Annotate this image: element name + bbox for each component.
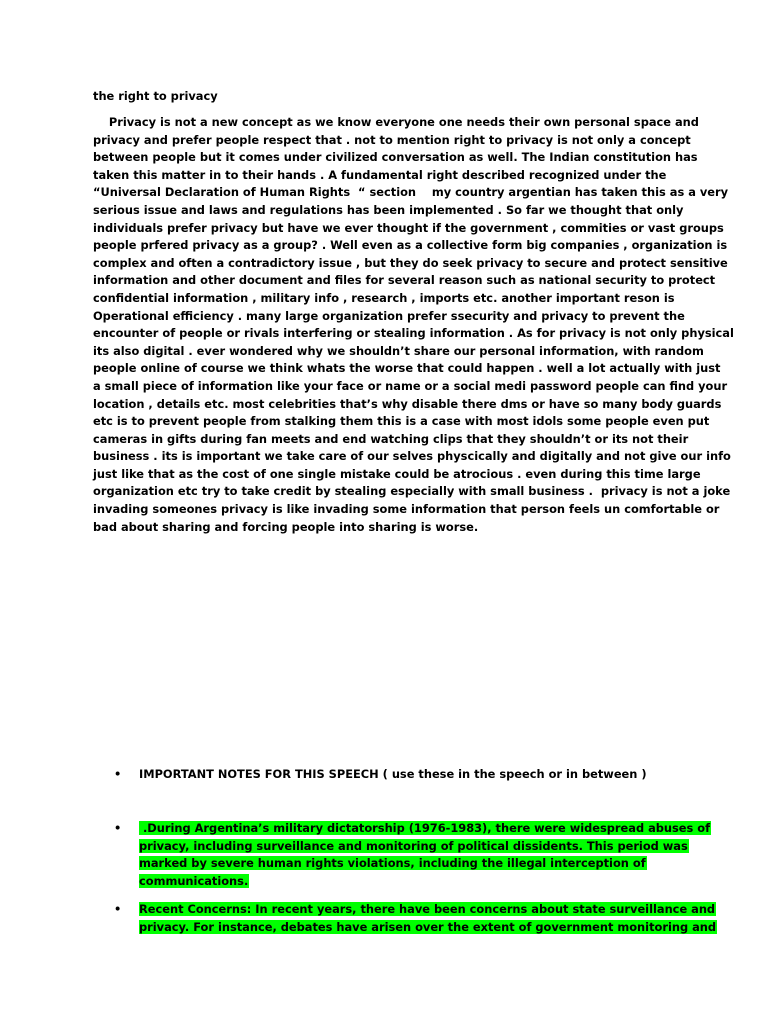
body-line: taken this matter in to their hands . A fundamental right described recognized under the xyxy=(93,167,667,182)
body-line: information and other document and files for several reason such as national security to protect xyxy=(93,273,716,288)
highlighted-line: Recent Concerns: In recent years, there have been concerns about state surveillance and xyxy=(139,902,716,916)
body-line: encounter of people or rivals interfering or stealing information . As for privacy is not only physical xyxy=(93,326,734,341)
body-line: just like that as the cost of one single mistake could be atrocious . even during this time large xyxy=(93,466,701,481)
body-line: people online of course we think whats the worse that could happen . well a lot actually with just xyxy=(93,361,721,376)
bullet-icon: • xyxy=(114,767,122,781)
highlighted-line: .During Argentina’s military dictatorship (1976-1983), there were widespread abuses of xyxy=(139,821,711,835)
body-line: etc is to prevent people from stalking them this is a case with most idols some people even put xyxy=(93,414,710,429)
body-line: confidential information , military info , research , imports etc. another important reson is xyxy=(93,290,675,305)
notes-heading-text: IMPORTANT NOTES FOR THIS SPEECH ( use these in the speech or in between ) xyxy=(139,767,647,781)
body-line: a small piece of information like your face or name or a social medi password people can find your xyxy=(93,378,728,393)
bullet-icon: • xyxy=(114,902,122,916)
body-line: people prfered privacy as a group? . Well even as a collective form big companies , organization is xyxy=(93,238,728,253)
bullet-icon: • xyxy=(114,821,122,835)
body-line: location , details etc. most celebrities that’s why disable there dms or have so many body guards xyxy=(93,396,722,411)
highlighted-line: marked by severe human rights violations, including the illegal interception of xyxy=(139,856,646,871)
body-line: serious issue and laws and regulations has been implemented . So far we thought that only xyxy=(93,202,684,217)
body-line: “Universal Declaration of Human Rights “ section my country argentian has taken this as a very xyxy=(93,185,729,200)
document-title: the right to privacy xyxy=(93,89,218,103)
highlighted-line: communications. xyxy=(139,873,249,888)
note-text xyxy=(139,820,711,890)
body-line: complex and often a contradictory issue , but they do seek privacy to secure and protect sensitive xyxy=(93,255,728,270)
body-line: invading someones privacy is like invading some information that person feels un comfortable or xyxy=(93,502,720,517)
body-line: bad about sharing and forcing people into sharing is worse. xyxy=(93,519,479,534)
body-line: between people but it comes under civilized conversation as well. The Indian constitution has xyxy=(93,150,698,165)
body-line: individuals prefer privacy but have we ever thought if the government , commities or vast groups xyxy=(93,220,724,235)
highlighted-line: privacy, including surveillance and monitoring of political dissidents. This period was xyxy=(139,838,688,853)
body-line: organization etc try to take credit by stealing especially with small business . privacy is not a joke xyxy=(93,484,731,499)
body-line: privacy and prefer people respect that . not to mention right to privacy is not only a concept xyxy=(93,132,691,147)
body-line: cameras in gifts during fan meets and end watching clips that they shouldn’t or its not their xyxy=(93,431,689,446)
body-line: Privacy is not a new concept as we know everyone one needs their own personal space and xyxy=(93,115,699,129)
notes-heading xyxy=(139,766,679,784)
body-line: business . its is important we take care of our selves physcically and digitally and not give our info xyxy=(93,449,731,464)
note-text xyxy=(139,901,717,936)
body-line: its also digital . ever wondered why we shouldn’t share our personal information, with random xyxy=(93,343,704,358)
body-paragraph xyxy=(93,114,734,536)
highlighted-line: privacy. For instance, debates have arisen over the extent of government monitoring and xyxy=(139,919,717,934)
body-line: Operational efficiency . many large organization prefer ssecurity and privacy to prevent the xyxy=(93,308,685,323)
